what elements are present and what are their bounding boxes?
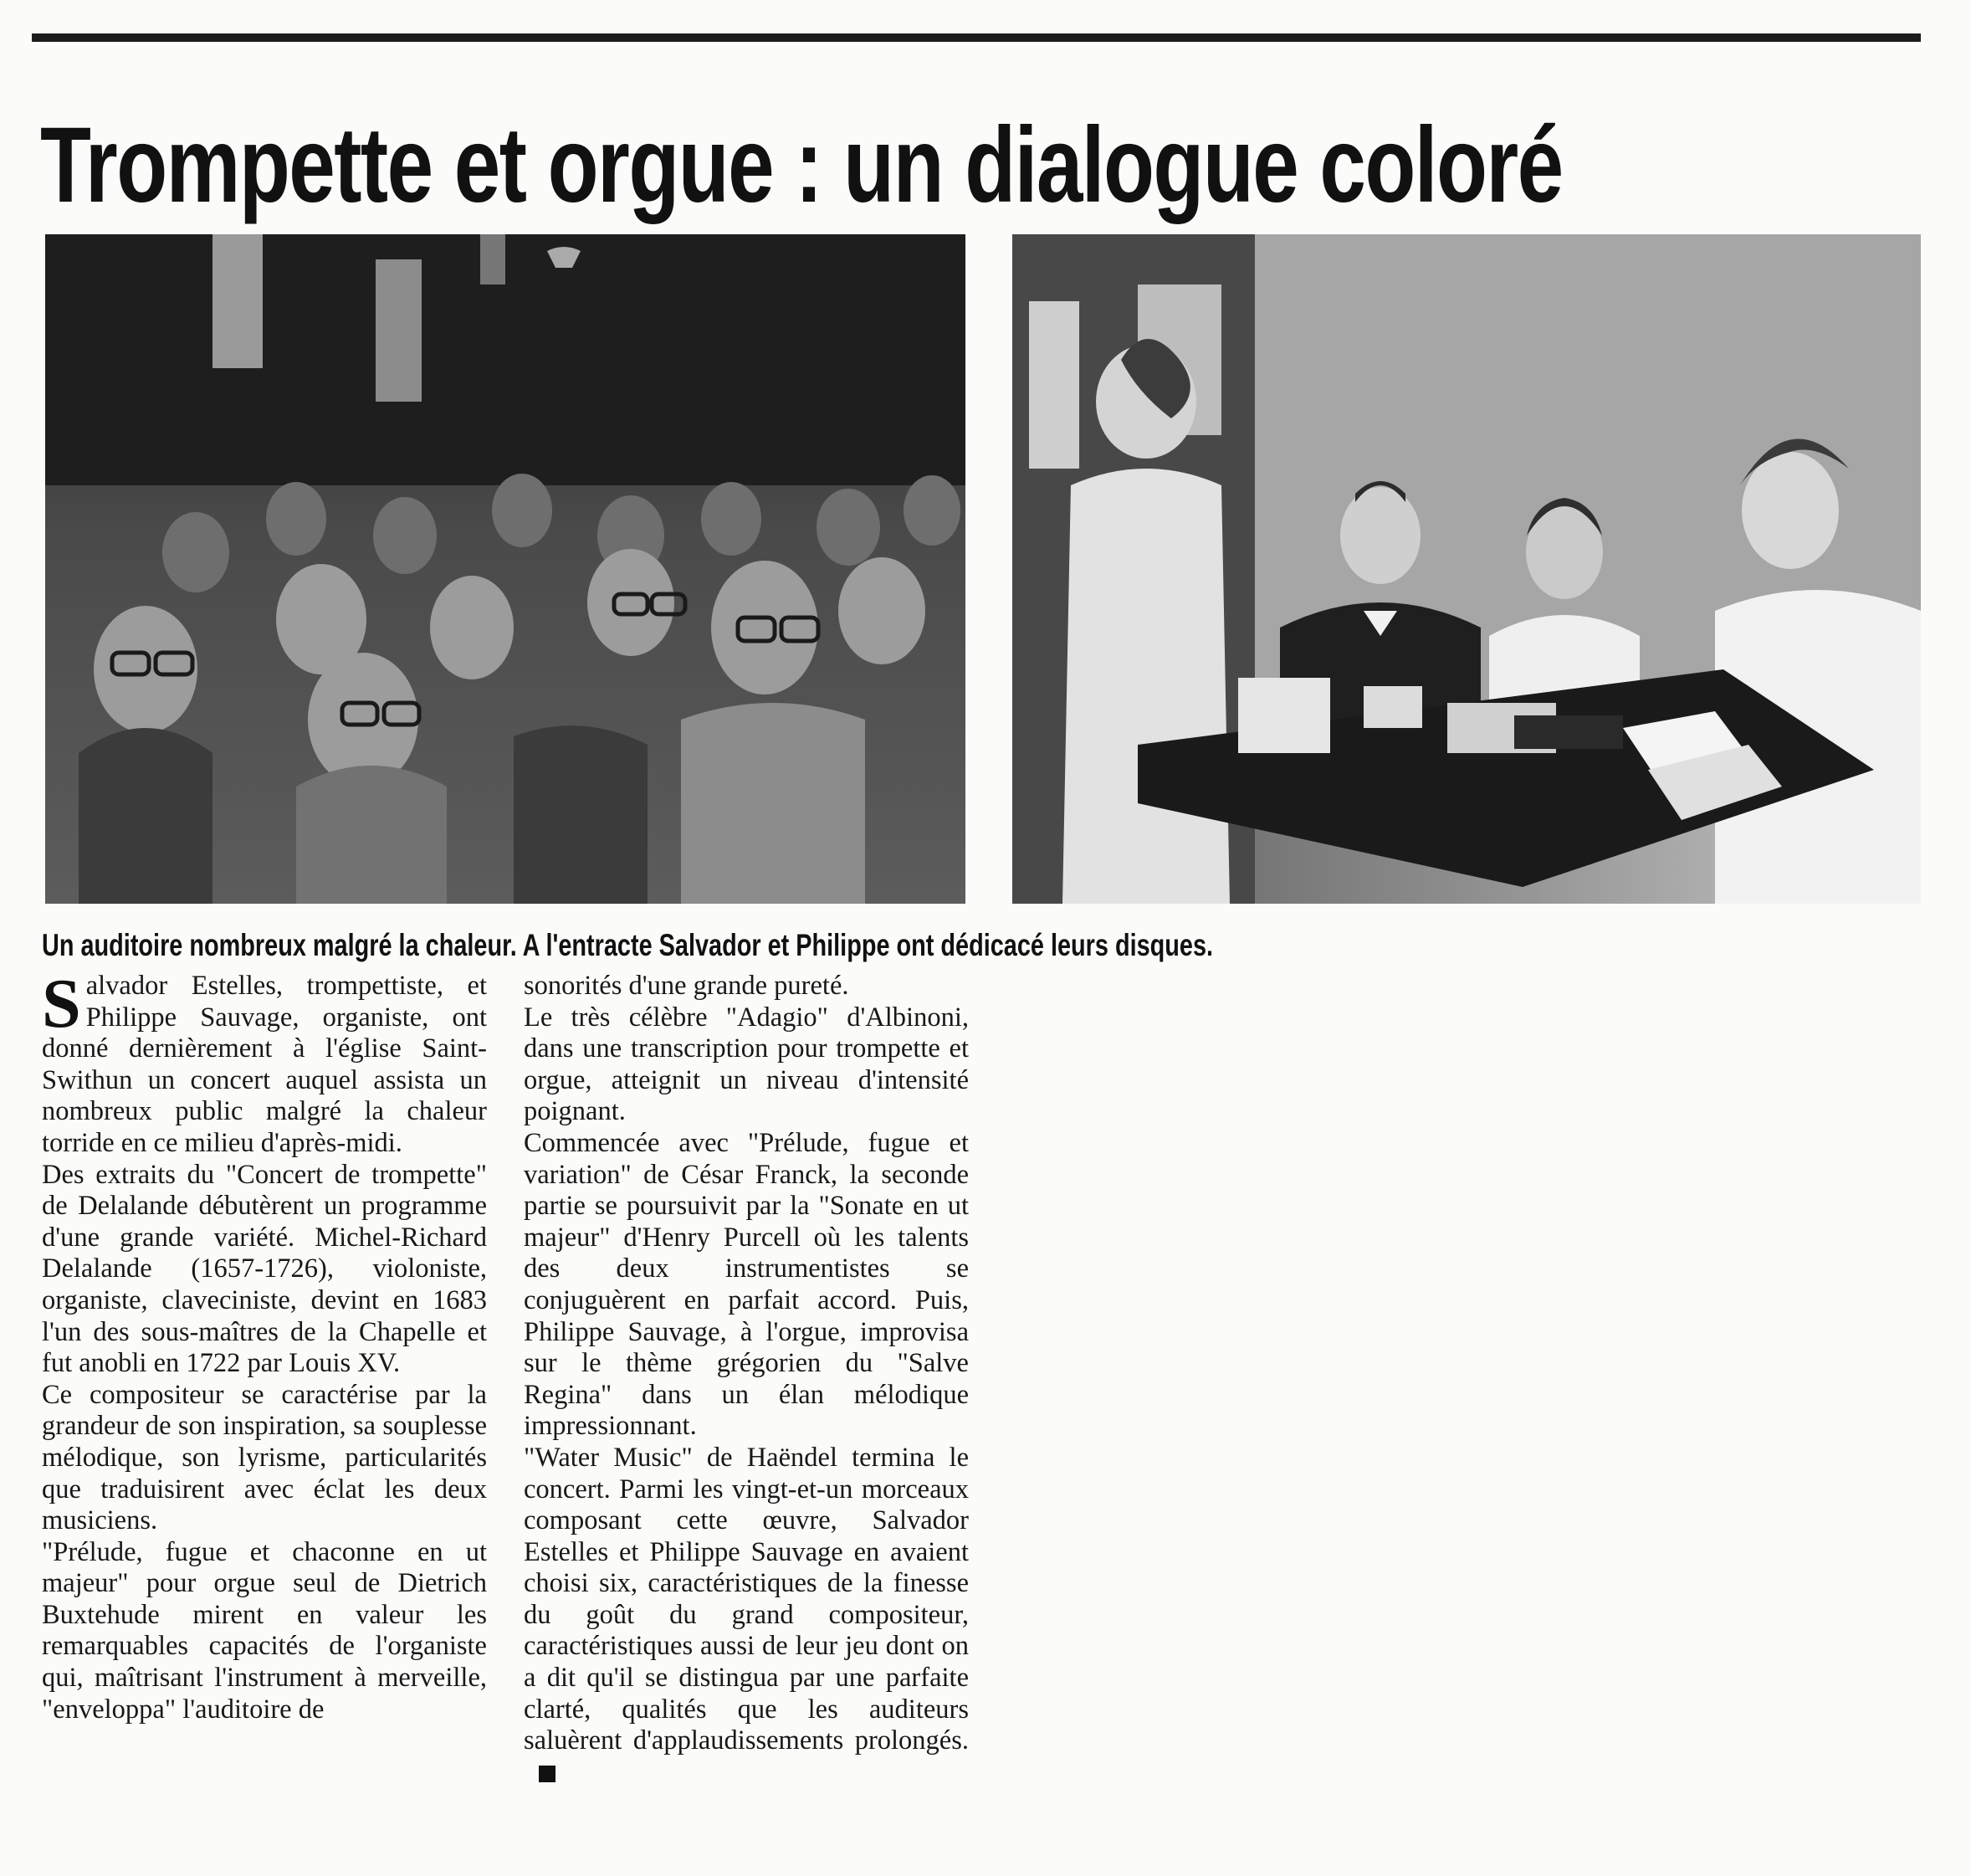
article-paragraph-text: "Water Music" de Haëndel termina le concert. Parmi les vingt-et-un morceaux composant cette œuvre, Salvador Estelles et Philippe Sauvage en avaient choisi six, caractéristiques de la finesse du goût du grand compositeur, caractéristiques aussi de leur jeu dont on a dit qu'il se distingua par une parfaite clarté, qualités que les auditeurs saluèrent d'applaudissements prolongés. (524, 1442, 969, 1756)
end-of-article-mark (539, 1766, 555, 1782)
article-paragraph: Commencée avec "Prélude, fugue et variation" de César Franck, la seconde partie se poursuivit par la "Sonate en ut majeur" d'Henry Purcell où les talents des deux instrumentistes se conjuguèrent en parfait accord. Puis, Philippe Sauvage, à l'orgue, improvisa sur le thème grégorien du "Salve Regina" dans un élan mélodique impressionnant. (524, 1127, 969, 1442)
article-column-2 (524, 971, 969, 1788)
top-rule (32, 33, 1921, 42)
article-paragraph: Ce compositeur se caractérise par la grandeur de son inspiration, sa souplesse mélodique, son lyrisme, particularités que traduisirent avec éclat les deux musiciens. (42, 1379, 487, 1536)
article-paragraph (524, 1443, 969, 1789)
headline: Trompette et orgue : un dialogue coloré (40, 105, 1563, 225)
article-paragraph-text: alvador Estelles, trompettiste, et Philippe Sauvage, organiste, ont donné dernièrement à l'église Saint-Swithun un concert auquel assista un nombreux public malgré la chaleur torride en ce milieu d'après-midi. (42, 971, 487, 1158)
article-column-1 (42, 965, 487, 1725)
drop-cap: S (42, 965, 81, 1043)
signing-table-photo (1012, 234, 1921, 904)
article-paragraph: "Prélude, fugue et chaconne en ut majeur" pour orgue seul de Dietrich Buxtehude mirent en valeur les remarquables capacités de l'organiste qui, maîtrisant l'instrument à merveille, "enveloppa" l'auditoire de (42, 1536, 487, 1725)
photo-caption: Un auditoire nombreux malgré la chaleur. A l'entracte Salvador et Philippe ont dédicacé leurs disques. (42, 928, 1214, 962)
signing-table-photo-graphic (1012, 234, 1921, 904)
article-paragraph (42, 965, 487, 1160)
article-paragraph: Le très célèbre "Adagio" d'Albinoni, dans une transcription pour trompette et orgue, atteignit un niveau d'intensité poignant. (524, 1002, 969, 1127)
article-paragraph: Des extraits du "Concert de trompette" de Delalande débutèrent un programme d'une grande variété. Michel-Richard Delalande (1657-1726), violoniste, organiste, claveciniste, devint en 1683 l'un des sous-maîtres de la Chapelle et fut anobli en 1722 par Louis XV. (42, 1159, 487, 1379)
audience-photo (45, 234, 965, 904)
article-paragraph: sonorités d'une grande pureté. (524, 971, 849, 1001)
audience-photo-graphic (45, 234, 965, 904)
